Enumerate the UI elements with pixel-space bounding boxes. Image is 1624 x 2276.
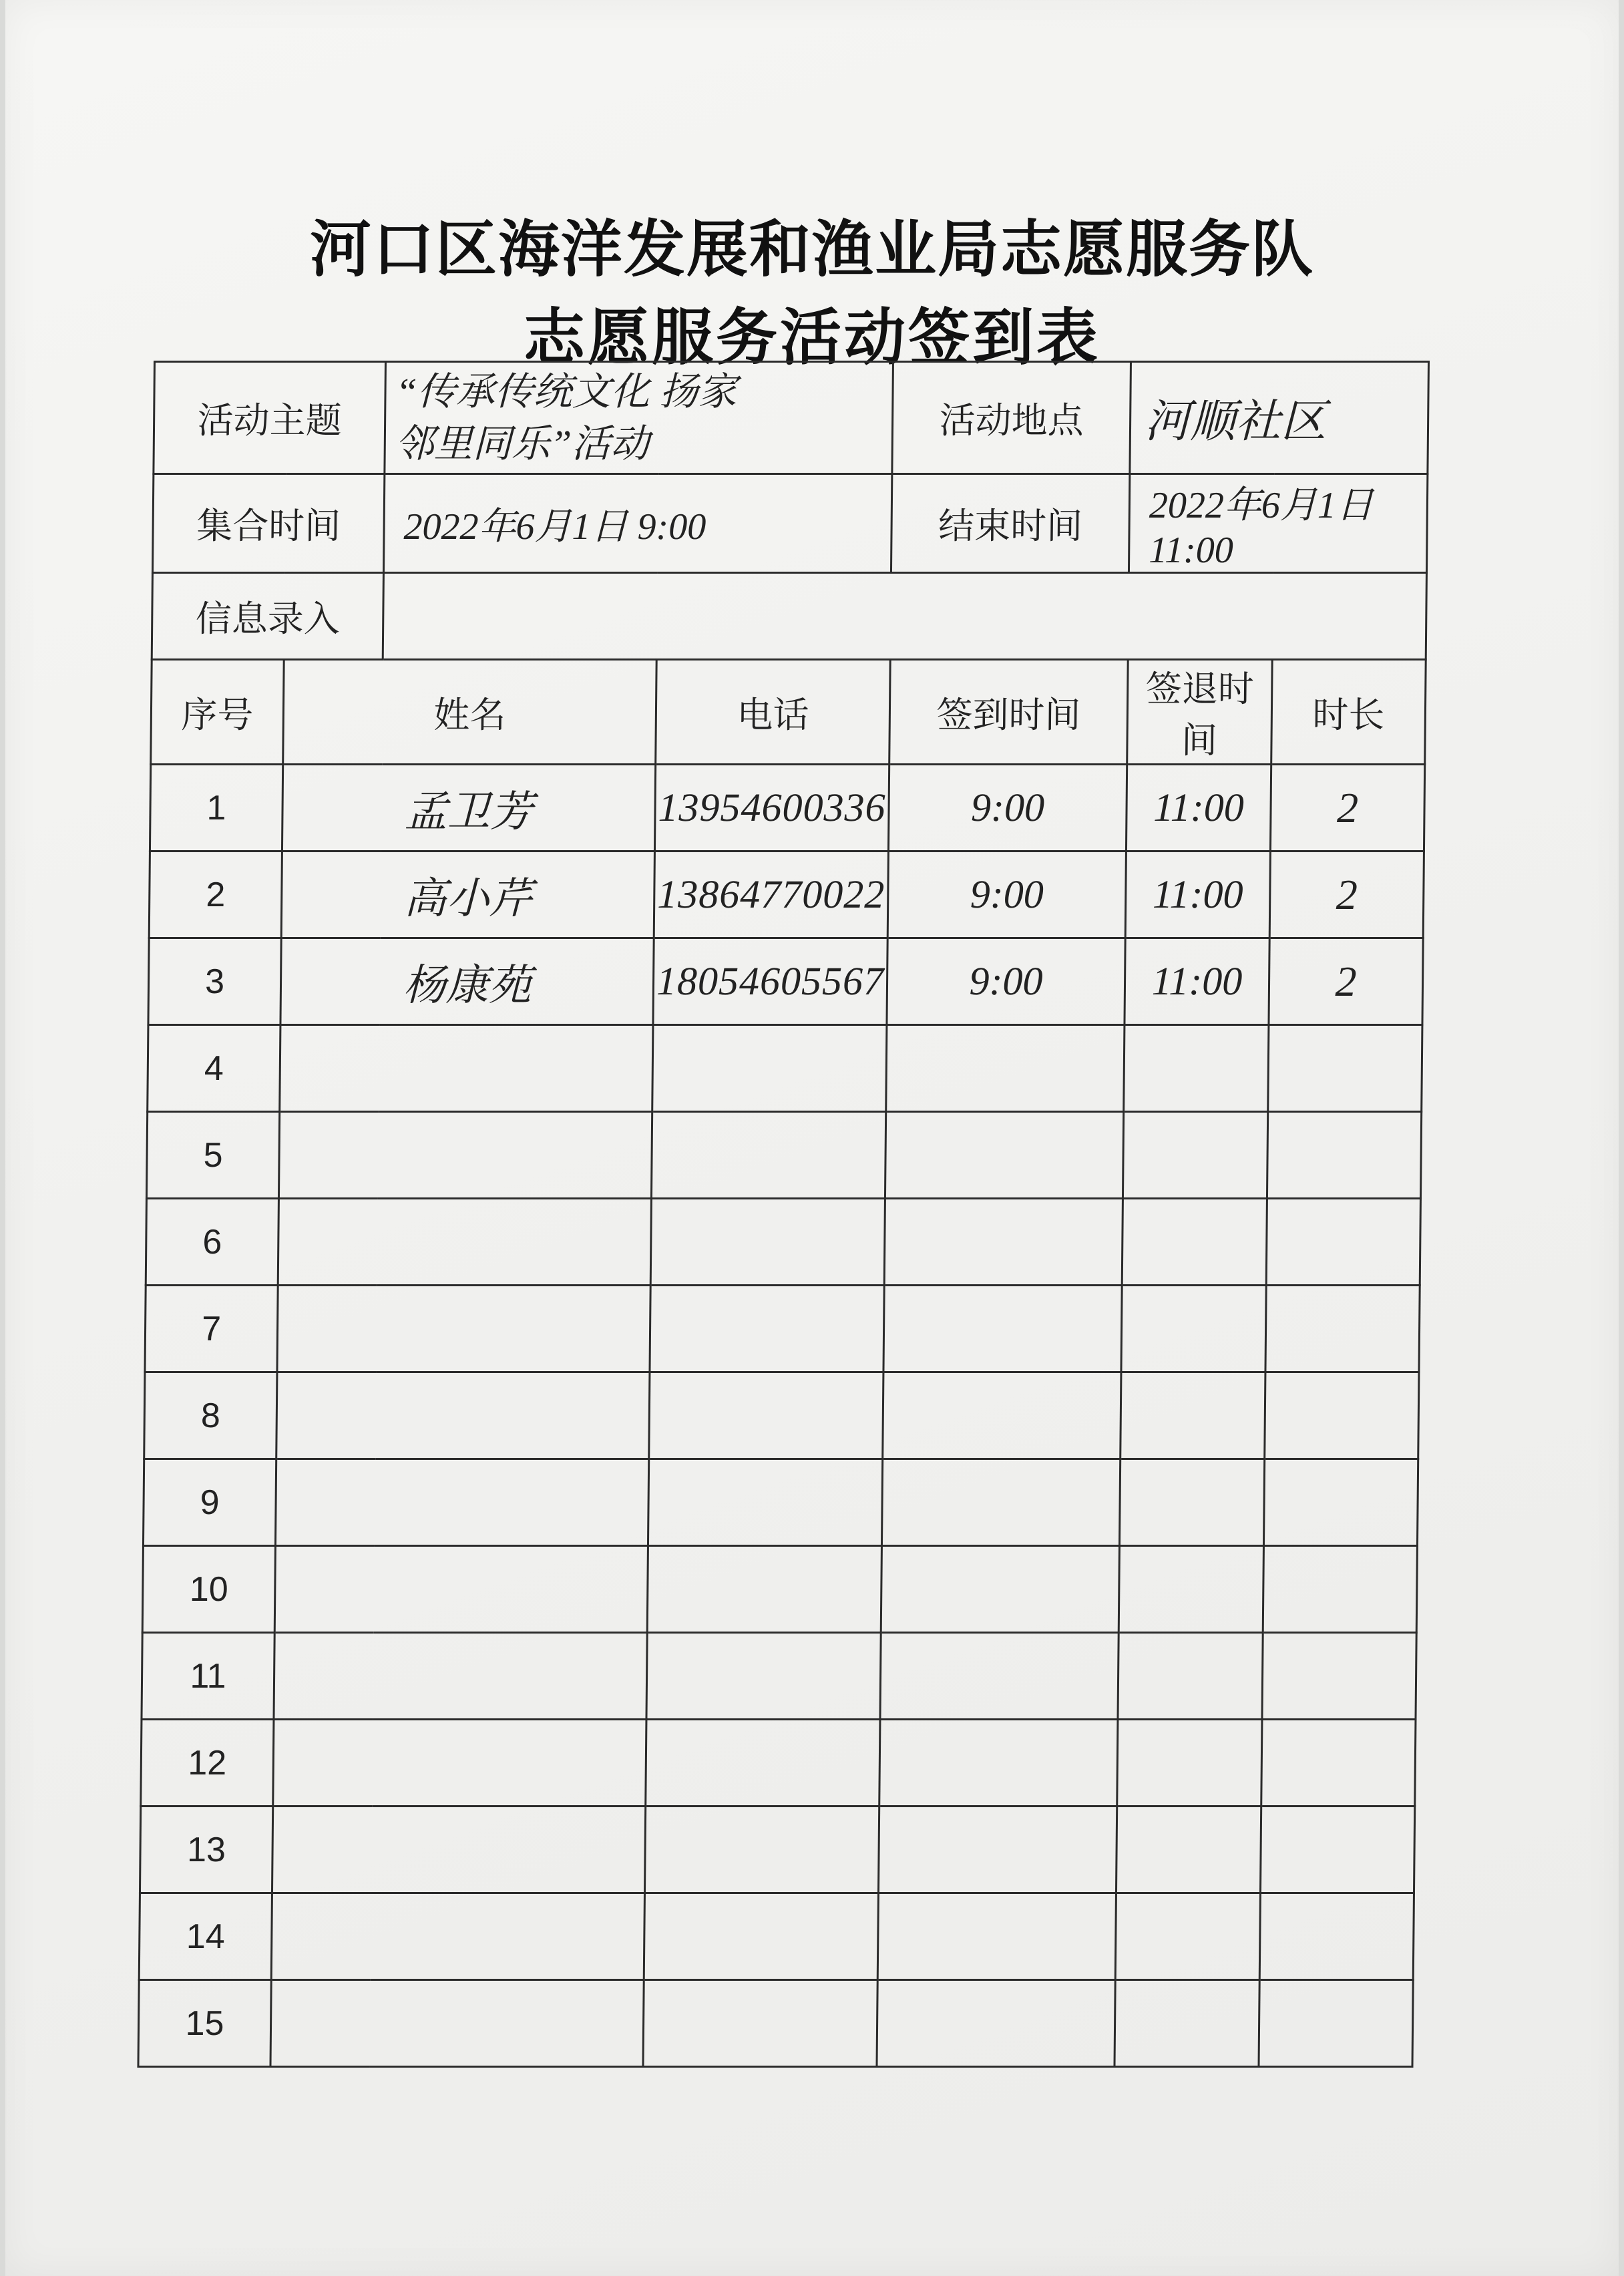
- row-checkout: [1115, 1893, 1260, 1980]
- gather-time-label: 集合时间: [152, 474, 384, 573]
- row-no: 2: [149, 851, 282, 938]
- table-row: [146, 1112, 1421, 1199]
- row-name: 孟卫芳: [282, 765, 655, 851]
- row-duration: [1261, 1720, 1416, 1807]
- info-entry-label: 信息录入: [152, 573, 383, 660]
- row-name: [277, 1286, 650, 1372]
- row-duration: 2: [1269, 851, 1424, 938]
- row-name: [278, 1199, 651, 1286]
- row-checkout: [1121, 1372, 1265, 1459]
- row-checkin: 9:00: [887, 851, 1126, 938]
- row-checkin: [878, 1807, 1116, 1893]
- row-phone: [647, 1546, 881, 1633]
- signin-table: [137, 361, 1430, 2068]
- row-phone: [648, 1459, 882, 1546]
- table-row: [144, 1372, 1419, 1459]
- row-checkin: [881, 1459, 1120, 1546]
- row-name: [274, 1546, 648, 1633]
- location-label: 活动地点: [892, 362, 1131, 474]
- table-row: [145, 1286, 1420, 1372]
- row-no: 7: [145, 1286, 278, 1372]
- row-duration: [1259, 1893, 1414, 1980]
- location-value: 河顺社区: [1130, 362, 1429, 474]
- row-no: 14: [139, 1893, 272, 1980]
- table-row: [148, 938, 1423, 1025]
- row-checkin: [877, 1980, 1115, 2067]
- row-checkout: [1114, 1980, 1259, 2067]
- row-checkout: 11:00: [1125, 851, 1270, 938]
- row-checkout: [1119, 1459, 1264, 1546]
- theme-value: [385, 362, 893, 474]
- end-time-label: 结束时间: [891, 474, 1129, 573]
- gather-time-value: 2022年6月1日 9:00: [383, 474, 891, 573]
- table-row: [148, 1025, 1422, 1112]
- row-checkout: [1121, 1286, 1266, 1372]
- row-duration: [1262, 1633, 1416, 1720]
- row-checkout: [1116, 1807, 1261, 1893]
- row-checkout: 11:00: [1126, 765, 1271, 851]
- table-header-row: [151, 660, 1426, 765]
- table-row: [142, 1633, 1416, 1720]
- row-no: 5: [146, 1112, 279, 1199]
- header-name: 姓名: [283, 660, 657, 765]
- form-title-line2: 志愿服务活动签到表: [523, 302, 1100, 373]
- row-checkout: [1119, 1546, 1263, 1633]
- header-no: 序号: [151, 660, 284, 765]
- info-row-time: [152, 474, 1427, 573]
- row-duration: [1267, 1112, 1421, 1199]
- table-row: [141, 1720, 1416, 1807]
- table-row: [138, 1980, 1413, 2067]
- row-duration: 2: [1269, 938, 1423, 1025]
- signin-form: [138, 361, 1428, 2044]
- row-no: 8: [144, 1372, 277, 1459]
- theme-label: 活动主题: [154, 362, 386, 474]
- row-no: 1: [150, 765, 282, 851]
- table-row: [143, 1459, 1418, 1546]
- row-phone: [650, 1286, 884, 1372]
- info-row-theme: [154, 362, 1429, 474]
- row-no: 13: [140, 1807, 272, 1893]
- table-row: [142, 1546, 1417, 1633]
- row-checkout: [1117, 1720, 1262, 1807]
- theme-value-line1: “传承传统文化 扬家: [395, 369, 737, 413]
- row-checkin: [879, 1720, 1118, 1807]
- row-checkin: [886, 1025, 1125, 1112]
- row-phone: [649, 1372, 883, 1459]
- row-no: 3: [148, 938, 281, 1025]
- row-duration: [1265, 1372, 1419, 1459]
- row-checkin: [877, 1893, 1116, 1980]
- row-name: [275, 1459, 648, 1546]
- row-duration: [1265, 1286, 1420, 1372]
- info-entry-value: [383, 573, 1426, 660]
- row-checkout: 11:00: [1125, 938, 1269, 1025]
- row-checkout: [1122, 1199, 1267, 1286]
- row-phone: [644, 1893, 878, 1980]
- table-row: [149, 851, 1424, 938]
- row-phone: 18054605567: [653, 938, 887, 1025]
- row-checkin: [883, 1286, 1122, 1372]
- row-phone: [651, 1112, 885, 1199]
- table-rows: [138, 765, 1425, 2067]
- header-duration: 时长: [1271, 660, 1426, 765]
- row-checkout: [1118, 1633, 1263, 1720]
- row-no: 10: [142, 1546, 275, 1633]
- row-checkin: 9:00: [887, 938, 1125, 1025]
- form-title-line1: 河口区海洋发展和渔业局志愿服务队: [309, 214, 1314, 285]
- row-duration: 2: [1270, 765, 1424, 851]
- row-duration: [1263, 1546, 1417, 1633]
- row-phone: [646, 1633, 881, 1720]
- row-no: 4: [148, 1025, 280, 1112]
- row-duration: [1260, 1807, 1414, 1893]
- row-name: [276, 1372, 650, 1459]
- table-row: [150, 765, 1424, 851]
- theme-value-line2: 邻里同乐”活动: [395, 421, 650, 465]
- row-name: [272, 1807, 645, 1893]
- row-name: 杨康苑: [280, 938, 654, 1025]
- end-time-value: 2022年6月1日 11:00: [1129, 474, 1427, 573]
- row-no: 6: [146, 1199, 278, 1286]
- row-phone: 13954600336: [654, 765, 889, 851]
- row-checkout: [1124, 1025, 1269, 1112]
- row-duration: [1266, 1199, 1420, 1286]
- row-no: 12: [141, 1720, 274, 1807]
- row-checkout: [1123, 1112, 1267, 1199]
- row-checkin: [884, 1199, 1123, 1286]
- row-checkin: [883, 1372, 1121, 1459]
- row-checkin: [880, 1633, 1119, 1720]
- table-row: [139, 1893, 1414, 1980]
- row-phone: [644, 1807, 879, 1893]
- row-phone: 13864770022: [654, 851, 888, 938]
- row-name: [274, 1633, 647, 1720]
- row-name: [273, 1720, 646, 1807]
- row-phone: [646, 1720, 880, 1807]
- paper-sheet: [5, 0, 1619, 2276]
- row-phone: [643, 1980, 877, 2067]
- row-no: 15: [138, 1980, 271, 2067]
- row-no: 11: [142, 1633, 274, 1720]
- row-name: [280, 1025, 653, 1112]
- row-no: 9: [143, 1459, 276, 1546]
- row-checkin: [881, 1546, 1119, 1633]
- row-phone: [650, 1199, 885, 1286]
- row-duration: [1259, 1980, 1413, 2067]
- row-phone: [652, 1025, 887, 1112]
- row-name: [271, 1893, 644, 1980]
- row-checkin: [885, 1112, 1123, 1199]
- row-name: 高小芹: [281, 851, 654, 938]
- row-checkin: 9:00: [888, 765, 1127, 851]
- row-name: [278, 1112, 652, 1199]
- row-duration: [1268, 1025, 1422, 1112]
- header-checkin: 签到时间: [889, 660, 1129, 765]
- header-checkout: 签退时间: [1127, 660, 1273, 765]
- row-name: [270, 1980, 644, 2067]
- header-phone: 电话: [656, 660, 891, 765]
- row-duration: [1263, 1459, 1418, 1546]
- table-row: [140, 1807, 1414, 1893]
- info-row-entry: [152, 573, 1426, 660]
- table-row: [146, 1199, 1420, 1286]
